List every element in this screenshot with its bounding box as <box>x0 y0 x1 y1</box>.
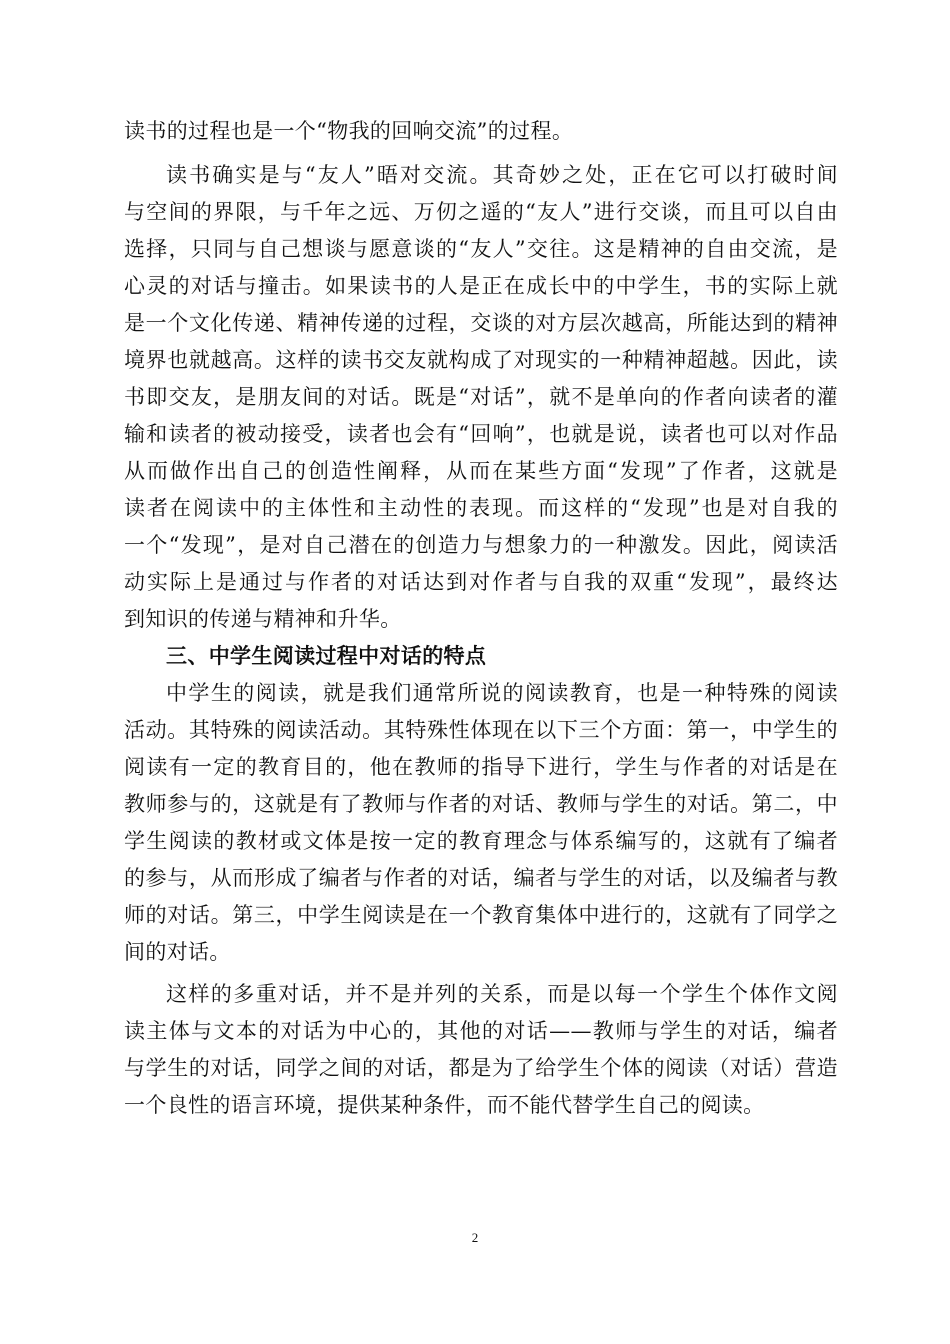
text-line: 这样的多重对话，并不是并列的关系，而是以每一个学生个体作文阅 <box>166 982 838 1006</box>
text-line: 中学生的阅读，就是我们通常所说的阅读教育，也是一种特殊的阅读 <box>166 681 838 705</box>
text-line: 是一个文化传递、精神传递的过程，交谈的对方层次越高，所能达到的精神 <box>124 311 838 335</box>
text-line: 活动。其特殊的阅读活动。其特殊性体现在以下三个方面：第一，中学生的 <box>124 718 838 742</box>
text-line: 从而做作出自己的创造性阐释，从而在某些方面“发现”了作者，这就是 <box>124 459 838 483</box>
text-line: 读书的过程也是一个“物我的回响交流”的过程。 <box>124 119 574 143</box>
text-line: 间的对话。 <box>124 940 231 964</box>
text-line: 选择，只同与自己想谈与愿意谈的“友人”交往。这是精神的自由交流，是 <box>124 237 838 261</box>
text-line: 师的对话。第三，中学生阅读是在一个教育集体中进行的，这就有了同学之 <box>124 903 838 927</box>
text-line: 的参与，从而形成了编者与作者的对话，编者与学生的对话，以及编者与教 <box>124 866 838 890</box>
section-heading: 三、中学生阅读过程中对话的特点 <box>166 643 487 668</box>
text-line: 境界也就越高。这样的读书交友就构成了对现实的一种精神超越。因此，读 <box>124 348 838 372</box>
text-line: 教师参与的，这就是有了教师与作者的对话、教师与学生的对话。第二，中 <box>124 792 838 816</box>
text-line: 到知识的传递与精神和升华。 <box>124 607 402 631</box>
text-line: 一个良性的语言环境，提供某种条件，而不能代替学生自己的阅读。 <box>124 1093 765 1117</box>
text-line: 读主体与文本的对话为中心的，其他的对话——教师与学生的对话，编者 <box>124 1019 838 1043</box>
text-line: 学生阅读的教材或文体是按一定的教育理念与体系编写的，这就有了编者 <box>124 829 838 853</box>
text-line: 读书确实是与“友人”晤对交流。其奇妙之处，正在它可以打破时间 <box>166 163 838 187</box>
text-line: 阅读有一定的教育目的，他在教师的指导下进行，学生与作者的对话是在 <box>124 755 838 779</box>
text-line: 读者在阅读中的主体性和主动性的表现。而这样的“发现”也是对自我的 <box>124 496 838 520</box>
text-line: 输和读者的被动接受，读者也会有“回响”，也就是说，读者也可以对作品 <box>124 422 838 446</box>
text-line: 书即交友，是朋友间的对话。既是“对话”，就不是单向的作者向读者的灌 <box>124 385 838 409</box>
text-line: 动实际上是通过与作者的对话达到对作者与自我的双重“发现”，最终达 <box>124 570 838 594</box>
text-line: 一个“发现”，是对自己潜在的创造力与想象力的一种激发。因此，阅读活 <box>124 533 838 557</box>
page-number: 2 <box>471 1230 479 1245</box>
text-line: 与学生的对话，同学之间的对话，都是为了给学生个体的阅读（对话）营造 <box>124 1056 838 1080</box>
text-line: 与空间的界限，与千年之远、万仞之遥的“友人”进行交谈，而且可以自由 <box>124 200 838 224</box>
text-line: 心灵的对话与撞击。如果读书的人是正在成长中的中学生，书的实际上就 <box>124 274 838 298</box>
